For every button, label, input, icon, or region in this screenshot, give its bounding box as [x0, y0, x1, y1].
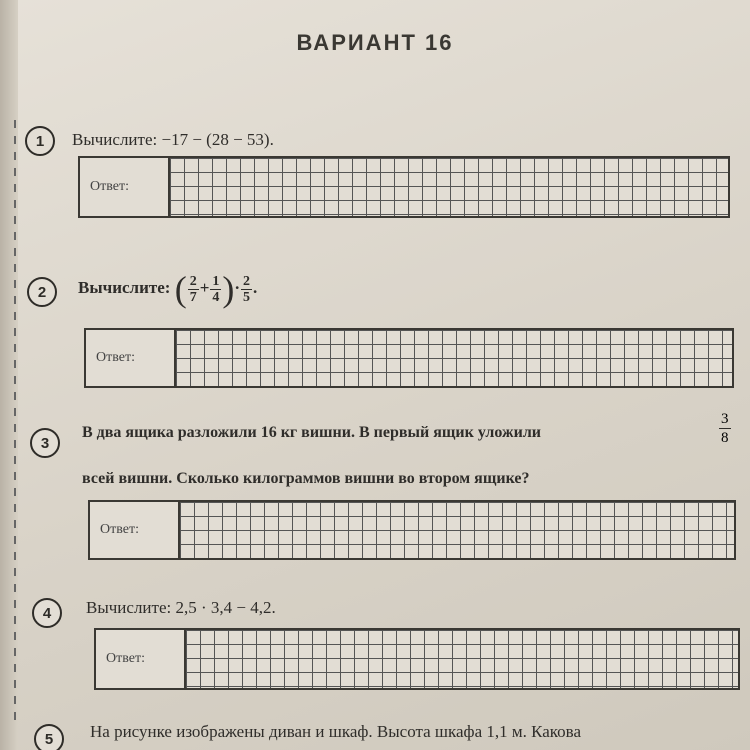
- answer-grid[interactable]: [178, 502, 734, 558]
- answer-label: Ответ:: [106, 651, 145, 666]
- answer-label: Ответ:: [100, 522, 139, 537]
- task-2-text: [78, 268, 257, 310]
- task-number-3: 3: [30, 428, 60, 458]
- answer-label: Ответ:: [90, 179, 129, 194]
- task-3-line2: всей вишни. Сколько килограммов вишни во втором ящике?: [82, 470, 530, 487]
- answer-grid[interactable]: [168, 158, 728, 216]
- task-1-text: Вычислите: −17 − (28 − 53).: [72, 130, 274, 149]
- task-3-fraction: [719, 410, 731, 447]
- task-4-text: Вычислите: 2,5 · 3,4 − 4,2.: [86, 598, 276, 617]
- task-3-answer-box[interactable]: [88, 500, 736, 560]
- fraction-c-denominator: 5: [243, 289, 251, 305]
- period: .: [253, 277, 258, 297]
- answer-grid[interactable]: [184, 630, 738, 688]
- fraction-a: [188, 274, 199, 305]
- task-number-4: 4: [32, 598, 62, 628]
- close-paren: ): [222, 269, 235, 309]
- fraction-c: [241, 274, 252, 305]
- task-3-fraction-numerator: 3: [721, 411, 729, 427]
- fraction-c-numerator: 2: [243, 273, 251, 289]
- task-number-2: 2: [27, 277, 57, 307]
- fraction-b-denominator: 4: [212, 289, 220, 305]
- multiply-dot: ·: [234, 277, 241, 297]
- plus-sign: +: [199, 277, 210, 297]
- open-paren: (: [174, 269, 187, 309]
- task-4-answer-box[interactable]: [94, 628, 740, 690]
- fraction-a-numerator: 2: [189, 273, 197, 289]
- task-5-text: На рисунке изображены диван и шкаф. Высота шкафа 1,1 м. Какова: [90, 722, 582, 741]
- fraction-b-numerator: 1: [212, 273, 220, 289]
- task-1-answer-box[interactable]: [78, 156, 730, 218]
- fraction-a-denominator: 7: [189, 289, 197, 305]
- task-2-prefix: Вычислите:: [78, 277, 171, 297]
- answer-label: Ответ:: [96, 350, 135, 365]
- task-3-fraction-denominator: 8: [721, 430, 729, 446]
- answer-grid[interactable]: [174, 330, 732, 386]
- task-number-1: 1: [25, 126, 55, 156]
- task-3-line1: В два ящика разложили 16 кг вишни. В первый ящик уложили: [82, 424, 542, 441]
- page-title: ВАРИАНТ 16: [296, 30, 454, 55]
- task-number-5: 5: [34, 724, 64, 750]
- task-2-answer-box[interactable]: [84, 328, 734, 388]
- fraction-b: [210, 274, 221, 305]
- margin-line: [14, 120, 16, 720]
